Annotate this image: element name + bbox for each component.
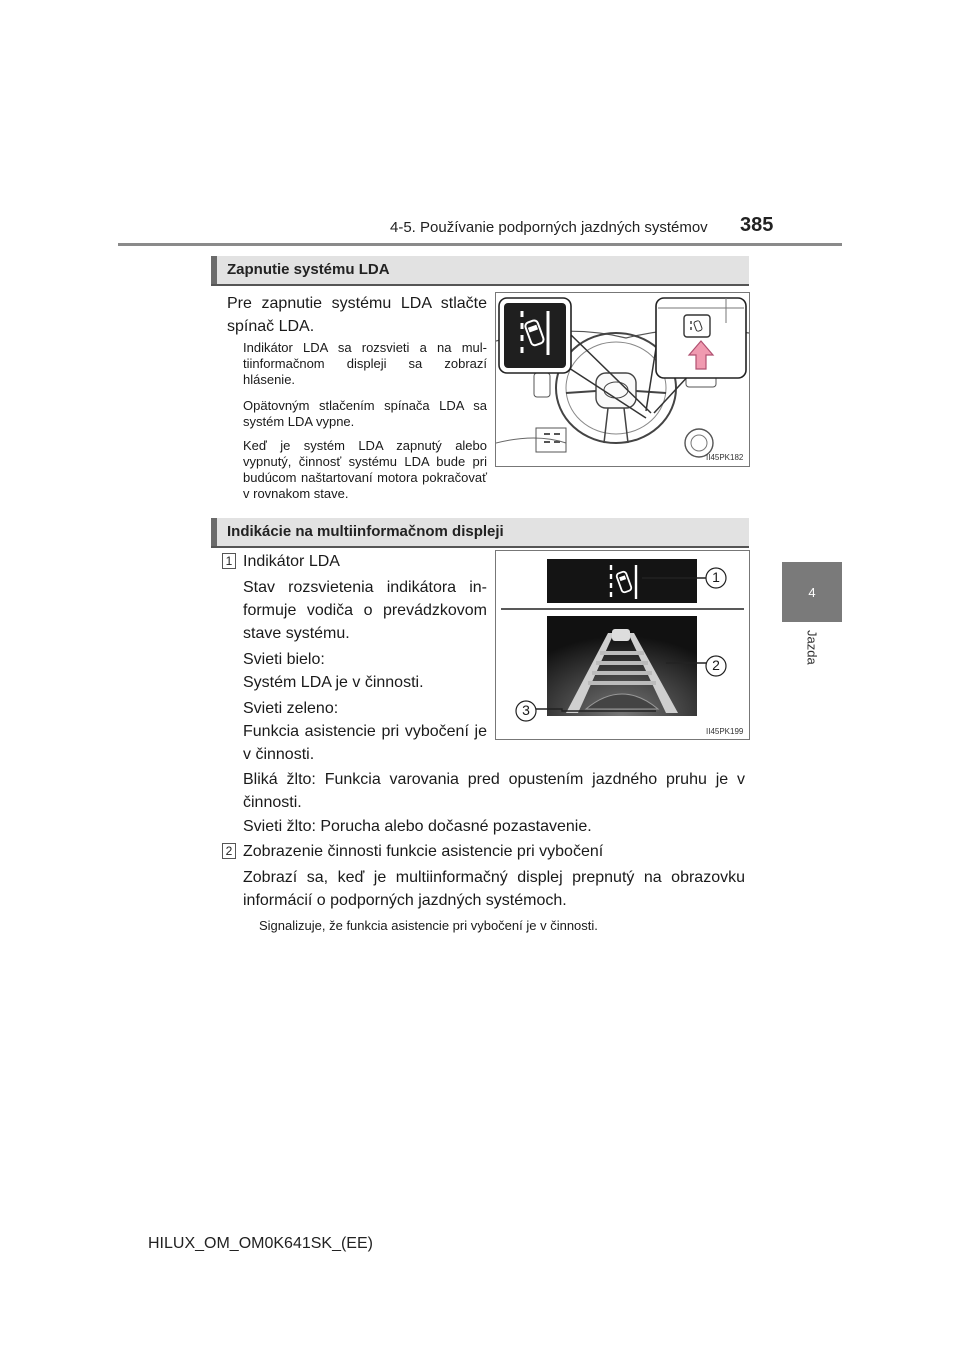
item2-title: Zobrazenie činnosti funkcie asistencie pri vybočení: [243, 843, 604, 860]
item1-description: Stav rozsvietenia indikátora informuje vodiča o prevádzkovom stave systému.: [243, 579, 487, 642]
callout-1: 1: [712, 569, 720, 585]
callout-3: 3: [522, 702, 530, 718]
chapter-label-text: Jazda: [804, 630, 820, 665]
callout-2: 2: [712, 657, 720, 673]
item1-yellow-blink: Bliká žlto: Funkcia varovania pred opustením jazdného pruhu je v činnosti.: [243, 771, 745, 811]
section-rule: [211, 546, 749, 548]
item2-note: Signalizuje, že funkcia asistencie pri vybočení je v činnosti.: [259, 918, 598, 933]
item1-white-label: Svieti bielo:: [243, 651, 325, 668]
item-number-2: 2: [222, 843, 236, 859]
section1-intro: Pre zapnutie systému LDA stlačte spínač LDA.: [227, 295, 487, 335]
section1-note-2: Opätovným stlačením spínača LDA sa systém LDA vypne.: [243, 398, 487, 429]
dashboard-illustration: [496, 293, 749, 466]
figure-lda-switch: [495, 292, 750, 467]
section-heading-indications: Indikácie na multiinformačnom displeji: [211, 518, 749, 546]
item-number-1: 1: [222, 553, 236, 569]
chapter-label: [798, 630, 826, 670]
section-heading-lda-on: Zapnutie systému LDA: [211, 256, 749, 284]
figure-code: II45PK199: [706, 727, 744, 736]
header-rule: [118, 243, 842, 246]
document-id-footer: HILUX_OM_OM0K641SK_(EE): [148, 1235, 373, 1252]
item1-yellow-solid: Svieti žlto: Porucha alebo dočasné pozastavenie.: [243, 818, 592, 835]
section1-note-3: Keď je systém LDA zapnutý alebo vypnutý, činnosť systému LDA bude pri budúcom naštartovaní motora pokračovať v rovnakom stave.: [243, 438, 487, 501]
item1-green-text: Funkcia asistencie pri vybočení je v činnosti.: [243, 723, 487, 763]
page-number: 385: [740, 214, 774, 236]
running-header-section: 4-5. Používanie podporných jazdných systémov: [390, 219, 708, 236]
item1-white-text: Systém LDA je v činnosti.: [243, 674, 424, 691]
item1-title: Indikátor LDA: [243, 553, 340, 570]
chapter-tab: 4: [782, 562, 842, 622]
item1-green-label: Svieti zeleno:: [243, 700, 339, 717]
figure-multi-info-display: [495, 550, 750, 740]
item2-description: Zobrazí sa, keď je multiinformačný displej prepnutý na obrazovku informácií o podporných jazdných systémoch.: [243, 869, 745, 909]
section-rule: [211, 284, 749, 286]
section1-note-1: Indikátor LDA sa rozsvieti a na multiinformačnom displeji sa zobrazí hlásenie.: [243, 340, 487, 387]
figure-code: II45PK182: [706, 453, 744, 462]
